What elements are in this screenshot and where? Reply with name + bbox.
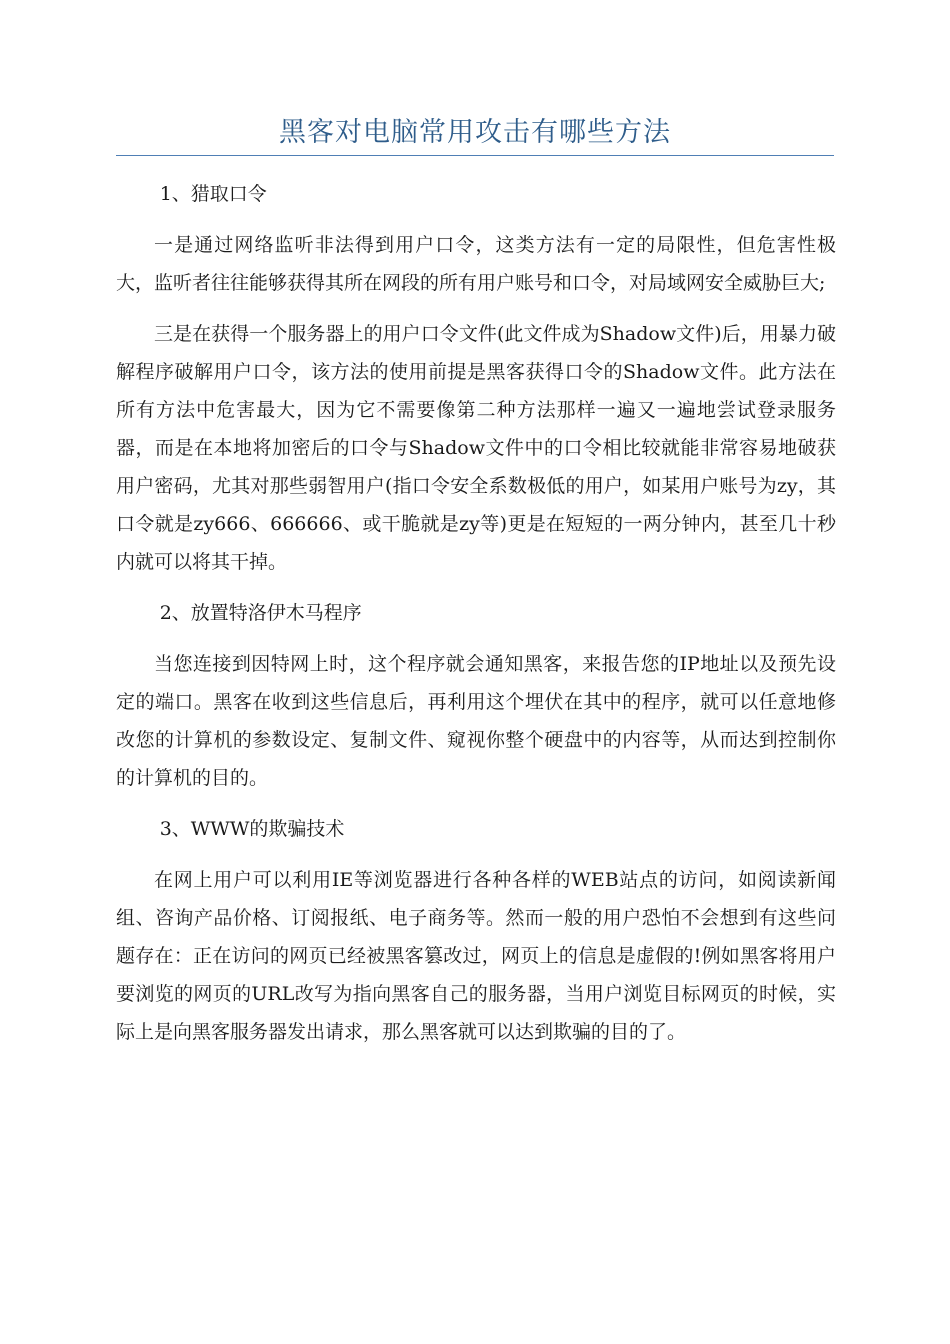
- title-underline: [116, 155, 834, 156]
- paragraph: 三是在获得一个服务器上的用户口令文件(此文件成为Shadow文件)后，用暴力破解程序破解用户口令，该方法的使用前提是黑客获得口令的Shadow文件。此方法在所有方法中危害最大，因为它不需要像第二种方法那样一遍又一遍地尝试登录服务器，而是在本地将加密后的口令与Shadow文件中的口令相比较就能非常容易地破获用户密码，尤其对那些弱智用户(指口令安全系数极低的用户，如某用户账号为zy，其口令就是zy666、666666、或干脆就是zy等)更是在短短的一两分钟内，甚至几十秒内就可以将其干掉。: [116, 323, 836, 573]
- section-heading-3: 3、WWW的欺骗技术: [159, 818, 345, 840]
- section-heading-2: 2、放置特洛伊木马程序: [159, 602, 362, 624]
- paragraph: 一是通过网络监听非法得到用户口令，这类方法有一定的局限性，但危害性极大，监听者往往能够获得其所在网段的所有用户账号和口令，对局域网安全威胁巨大;: [116, 234, 836, 294]
- section-heading-1: 1、猎取口令: [159, 183, 267, 205]
- paragraph: 在网上用户可以利用IE等浏览器进行各种各样的WEB站点的访问，如阅读新闻组、咨询产品价格、订阅报纸、电子商务等。然而一般的用户恐怕不会想到有这些问题存在：正在访问的网页已经被黑客篡改过，网页上的信息是虚假的!例如黑客将用户要浏览的网页的URL改写为指向黑客自己的服务器，当用户浏览目标网页的时候，实际上是向黑客服务器发出请求，那么黑客就可以达到欺骗的目的了。: [116, 869, 836, 1043]
- paragraph: 当您连接到因特网上时，这个程序就会通知黑客，来报告您的IP地址以及预先设定的端口。黑客在收到这些信息后，再利用这个埋伏在其中的程序，就可以任意地修改您的计算机的参数设定、复制文件、窥视你整个硬盘中的内容等，从而达到控制你的计算机的目的。: [116, 653, 836, 789]
- document-title: 黑客对电脑常用攻击有哪些方法: [279, 117, 671, 148]
- document-body: [116, 175, 836, 1064]
